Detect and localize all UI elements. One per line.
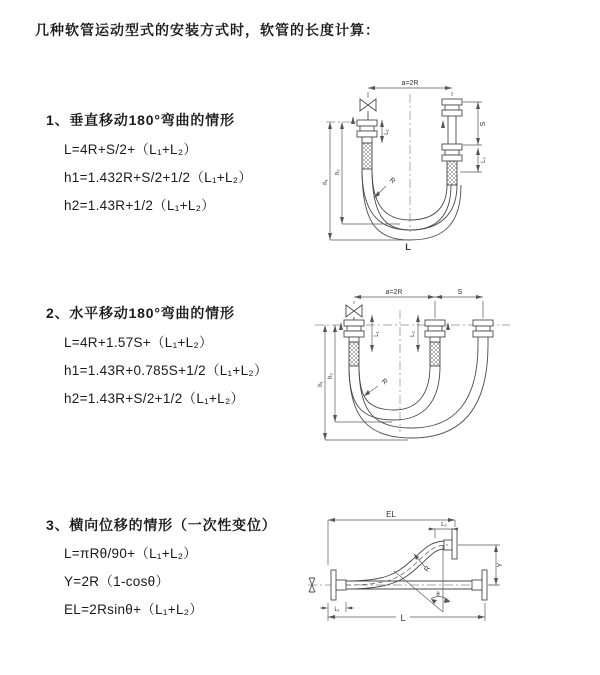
dim-label-l2: L₂ bbox=[441, 522, 447, 528]
dim-label-l1: L₁ bbox=[374, 331, 380, 337]
left-flange bbox=[331, 570, 346, 600]
dim-label-l2: L₂ bbox=[481, 157, 487, 163]
right-fitting bbox=[473, 320, 493, 345]
diagram-horizontal-180-bend bbox=[300, 282, 595, 467]
diagram-vertical-180-bend bbox=[300, 72, 595, 262]
dimension-l2 bbox=[410, 315, 420, 352]
radius-callout bbox=[374, 177, 396, 198]
dimension-l2 bbox=[460, 148, 487, 172]
dimension-s bbox=[463, 102, 487, 145]
dim-label-h1: h₁ bbox=[318, 381, 324, 387]
dim-label-l1: L₁ bbox=[334, 607, 340, 613]
dimension-a2r bbox=[354, 289, 435, 318]
formula-line: h1=1.43R+0.785S+1/2（L₁+L₂） bbox=[64, 363, 268, 378]
formula-line: L=4R+S/2+（L₁+L₂） bbox=[64, 142, 198, 157]
dim-label-h1: h₁ bbox=[323, 179, 329, 185]
hose-curves bbox=[362, 169, 461, 240]
dimension-h2 bbox=[328, 325, 392, 422]
formula-line: h1=1.432R+S/2+1/2（L₁+L₂） bbox=[64, 170, 253, 185]
dimension-h1 bbox=[318, 325, 408, 440]
right-flange bbox=[472, 570, 487, 600]
radius-label: R bbox=[387, 176, 397, 186]
upper-flange bbox=[444, 529, 457, 559]
formula-line: EL=2Rsinθ+（L₁+L₂） bbox=[64, 602, 204, 617]
middle-fitting bbox=[425, 320, 445, 366]
dim-label-a2r: a=2R bbox=[401, 80, 419, 87]
left-fitting bbox=[357, 120, 377, 169]
dim-label-y: Y bbox=[497, 562, 504, 568]
angle-label: θ bbox=[436, 592, 440, 598]
dim-label-l1: L₁ bbox=[384, 129, 390, 135]
dim-label-s: S bbox=[457, 289, 463, 296]
dimension-l1 bbox=[370, 315, 380, 352]
hose-s-curve bbox=[346, 541, 448, 589]
length-label: L bbox=[400, 613, 406, 623]
formula-line: h2=1.43R+1/2（L₁+L₂） bbox=[64, 198, 215, 213]
dimension-el bbox=[328, 510, 455, 565]
section-3-heading: 3、横向位移的情形（一次性变位） bbox=[46, 517, 277, 533]
radius-callout bbox=[364, 378, 388, 396]
formula-line: h2=1.43R+S/2+1/2（L₁+L₂） bbox=[64, 391, 245, 406]
dim-label-l2: L₂ bbox=[410, 331, 416, 337]
dim-label-s: S bbox=[480, 121, 487, 127]
dim-label-el: EL bbox=[386, 510, 396, 519]
dimension-l bbox=[328, 603, 485, 623]
valve-icon bbox=[346, 305, 362, 320]
dimension-l1 bbox=[320, 602, 354, 613]
radius-label: R bbox=[423, 565, 433, 574]
section-2-heading: 2、水平移动180°弯曲的情形 bbox=[46, 305, 235, 321]
dimension-y bbox=[458, 545, 504, 585]
right-fitting bbox=[442, 99, 462, 185]
radius-label: R bbox=[379, 377, 389, 387]
dim-label-h2: h₂ bbox=[328, 373, 334, 379]
section-1-heading: 1、垂直移动180°弯曲的情形 bbox=[46, 112, 235, 128]
dimension-s bbox=[435, 289, 483, 318]
left-fitting bbox=[344, 320, 364, 366]
formula-line: Y=2R（1-cosθ） bbox=[64, 574, 170, 589]
formula-line: L=πRθ/90+（L₁+L₂） bbox=[64, 546, 198, 561]
dim-label-a2r: a=2R bbox=[385, 289, 403, 296]
dim-label-h2: h₂ bbox=[335, 169, 341, 175]
diagram-lateral-displacement bbox=[298, 505, 600, 647]
page-title: 几种软管运动型式的安装方式时，软管的长度计算： bbox=[35, 22, 380, 38]
length-label: L bbox=[405, 242, 411, 252]
dimension-l1 bbox=[380, 120, 390, 143]
formula-line: L=4R+1.57S+（L₁+L₂） bbox=[64, 335, 213, 350]
valve-icon bbox=[360, 99, 376, 120]
